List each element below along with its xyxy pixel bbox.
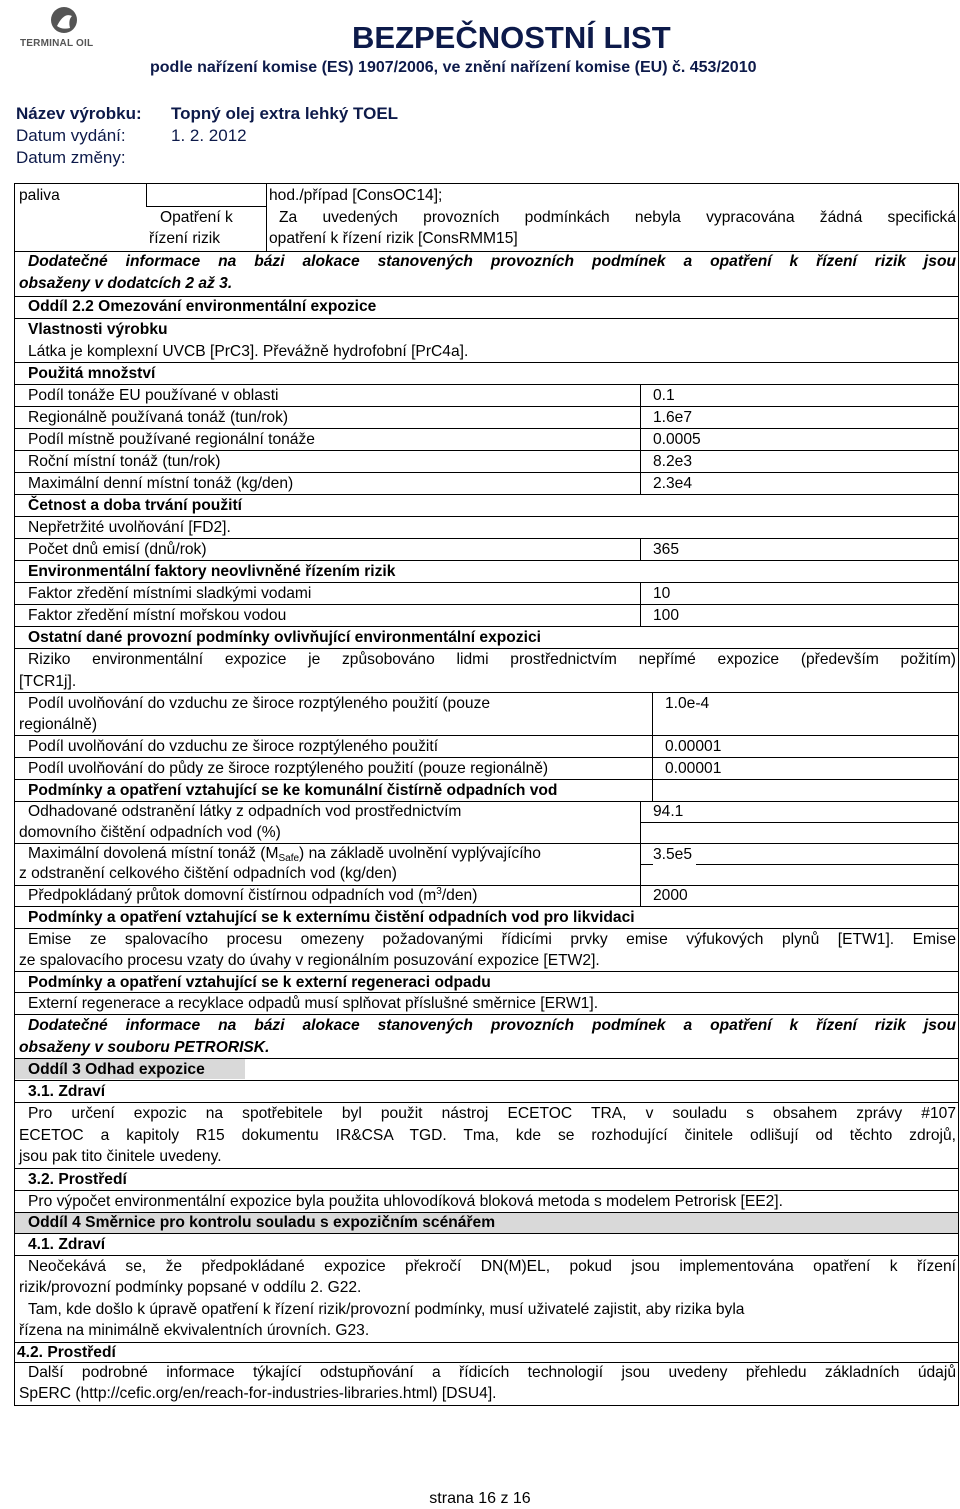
pouzita-mnozstvi-heading: Použitá množství <box>28 365 156 382</box>
max-tonaz-value: 3.5e5 <box>653 845 696 865</box>
dodatecne-info-2-line2: obsaženy v souboru PETRORISK. <box>19 1039 270 1056</box>
pocet-dnu-label: Počet dnů emisí (dnů/rok) <box>28 541 207 558</box>
page-number: strana 16 z 16 <box>429 1490 531 1507</box>
faktor-1-value: 10 <box>653 585 671 602</box>
opatreni-text-2: opatření k řízení rizik [ConsRMM15] <box>269 230 518 247</box>
neocekava-line2: rizik/provozní podmínky popsané v oddílu 2. G22. <box>19 1279 362 1296</box>
opatreni-text-1: Za uvedených provozních podmínkách nebyla vypracována žádná specifická <box>279 209 956 226</box>
riziko-text-line2: [TCR1j]. <box>19 673 77 690</box>
dodatecne-info-1-line1: Dodatečné informace na bázi alokace stanovených provozních podmínek a opatření k řízení rizik jsou <box>28 253 956 270</box>
nepretrzite-text: Nepřetržité uvolňování [FD2]. <box>28 519 231 536</box>
qty-3-value: 0.0005 <box>653 431 701 448</box>
prutok-label: Předpokládaný průtok domovní čistírnou odpadních vod $(m^3/den)$ <box>28 886 478 904</box>
ostatni-heading: Ostatní dané provozní podmínky ovlivňující environmentální expozici <box>28 629 541 646</box>
max-tonaz-line2: z odstranění celkového čištění odpadních vod (kg/den) <box>19 865 397 882</box>
uvolnovani-3-value: 0.00001 <box>665 760 722 777</box>
max-tonaz-line1: Maximální dovolená místní tonáž $(M_{Safe})$ na základě uvolnění vyplývajícího <box>28 845 541 864</box>
change-date-label: Datum změny: <box>16 148 126 167</box>
faktor-2-label: Faktor zředění místní mořskou vodou <box>28 607 287 624</box>
document-meta <box>16 103 398 169</box>
qty-1-value: 0.1 <box>653 387 675 404</box>
podminky-cov-heading: Podmínky a opatření vztahující se ke komunální čistírně odpadních vod <box>28 782 558 799</box>
qty-4-label: Roční místní tonáž (tun/rok) <box>28 453 221 470</box>
podminky-reg-heading: Podmínky a opatření vztahující se k externí regeneraci odpadu <box>28 974 491 991</box>
tam-line1: Tam, kde došlo k úpravě opatření k řízení rizik/provozní podmínky, musí uživatelé zajistit, aby rizika byla <box>28 1301 745 1318</box>
uvolnovani-2-value: 0.00001 <box>665 738 722 755</box>
neocekava-line1: Neočekává se, že předpokládané expozice překročí DN(M)EL, pokud jsou implementována opatření k řízení <box>28 1258 956 1275</box>
riziko-text-line1: Riziko environmentální expozice je způsobováno lidmi prostřednictvím nepřímé expozice (především požitím) <box>28 651 956 668</box>
pro-urceni-line1: Pro určení expozic na spotřebitele byl použit nástroj ECETOC TRA, v souladu s obsahem zprávy #107 <box>28 1105 956 1122</box>
qty-2-label: Regionálně používaná tonáž (tun/rok) <box>28 409 289 426</box>
uvolnovani-1-line2: regionálně) <box>19 716 98 733</box>
odhadovane-line1: Odhadované odstranění látky z odpadních vod prostřednictvím <box>28 803 462 820</box>
section-3-2-heading: 3.2. Prostředí <box>28 1171 127 1188</box>
uvolnovani-2-label: Podíl uvolňování do vzduchu ze široce rozptýleného použití <box>28 738 439 755</box>
faktor-2-value: 100 <box>653 607 680 624</box>
vlastnosti-heading: Vlastnosti výrobku <box>28 321 168 338</box>
section-4-2-heading: 4.2. Prostředí <box>17 1344 116 1361</box>
uvolnovani-3-label: Podíl uvolňování do půdy ze široce rozptýleného použití (pouze regionálně) <box>28 760 549 777</box>
product-value: Topný olej extra lehký TOEL <box>171 104 399 123</box>
qty-1-label: Podíl tonáže EU používané v oblasti <box>28 387 279 404</box>
qty-2-value: 1.6e7 <box>653 409 693 426</box>
env-faktory-heading: Environmentální faktory neovlivněné řízením rizik <box>28 563 396 580</box>
odhadovane-line2: domovního čištění odpadních vod (%) <box>19 824 281 841</box>
tam-line2: řízena na minimálně ekvivalentních úrovních. G23. <box>19 1322 370 1339</box>
oddil-4-heading: Oddíl 4 Směrnice pro kontrolu souladu s expozičním scénářem <box>28 1214 496 1231</box>
qty-4-value: 8.2e3 <box>653 453 693 470</box>
odhadovane-value: 94.1 <box>653 803 684 820</box>
company-logo-text: TERMINAL OIL <box>20 38 94 49</box>
oddil-2-2-heading: Oddíl 2.2 Omezování environmentální expozice <box>28 298 377 315</box>
dalsi-line2: SpERC (http://cefic.org/en/reach-for-industries-libraries.html) [DSU4]. <box>19 1385 497 1402</box>
hod-text: hod./případ [ConsOC14]; <box>269 187 443 204</box>
pro-vypocet-text: Pro výpočet environmentální expozice byla použita uhlovodíková bloková metoda s modelem Petrorisk [EE2]. <box>28 1193 783 1210</box>
podminky-ext-heading: Podmínky a opatření vztahující se k externímu čistění odpadních vod pro likvidaci <box>28 909 635 926</box>
section-4-1-heading: 4.1. Zdraví <box>28 1236 106 1253</box>
paliva-label: paliva <box>19 187 60 204</box>
document-subtitle: podle nařízení komise (ES) 1907/2006, ve znění nařízení komise (EU) č. 453/2010 <box>150 59 757 76</box>
emise-line1: Emise ze spalovacího procesu omezeny požadovanými řídicími prvky emise výfukových plynů [ETW1]. Emise <box>28 931 956 948</box>
prutok-value: 2000 <box>653 887 688 904</box>
qty-3-label: Podíl místně používané regionální tonáže <box>28 431 315 448</box>
dalsi-line1: Další podrobné informace týkající odstupňování a řídicích technologií jsou uvedeny přehledu základních údajů <box>28 1364 956 1381</box>
uvolnovani-1-value: 1.0e-4 <box>665 695 710 712</box>
issue-date-value: 1. 2. 2012 <box>171 126 247 145</box>
pro-urceni-line3: jsou pak tito činitele uvedeny. <box>19 1148 222 1165</box>
opatreni-label-2: řízení rizik <box>149 230 221 247</box>
cetnost-heading: Četnost a doba trvání použití <box>28 497 242 514</box>
dodatecne-info-1-line2: obsaženy v dodatcích 2 až 3. <box>19 275 233 292</box>
externi-text: Externí regenerace a recyklace odpadů musí splňovat příslušné směrnice [ERW1]. <box>28 995 599 1012</box>
issue-date-label: Datum vydání: <box>16 126 126 145</box>
emise-line2: ze spalovacího procesu vzaty do úvahy v regionálním posuzování expozice [ETW2]. <box>19 952 600 969</box>
pro-urceni-line2: ECETOC a kapitoly R15 dokumentu IR&CSA TGD. Tma, kde se rozhodující činitele odlišují od těchto zdrojů, <box>19 1127 956 1144</box>
opatreni-label-1: Opatření k <box>160 209 233 226</box>
oddil-3-heading: Oddíl 3 Odhad expozice <box>28 1061 205 1078</box>
section-3-1-heading: 3.1. Zdraví <box>28 1083 106 1100</box>
uvolnovani-1-line1: Podíl uvolňování do vzduchu ze široce rozptýleného použití (pouze <box>28 695 491 712</box>
qty-5-label: Maximální denní místní tonáž (kg/den) <box>28 475 294 492</box>
product-label: Název výrobku: <box>16 104 142 123</box>
qty-5-value: 2.3e4 <box>653 475 693 492</box>
latka-text: Látka je komplexní UVCB [PrC3]. Převážně hydrofobní [PrC4a]. <box>28 343 469 360</box>
faktor-1-label: Faktor zředění místními sladkými vodami <box>28 585 312 602</box>
document-title: BEZPEČNOSTNÍ LIST <box>352 20 671 55</box>
dodatecne-info-2-line1: Dodatečné informace na bázi alokace stanovených provozních podmínek a opatření k řízení rizik jsou <box>28 1017 956 1034</box>
pocet-dnu-value: 365 <box>653 541 680 558</box>
